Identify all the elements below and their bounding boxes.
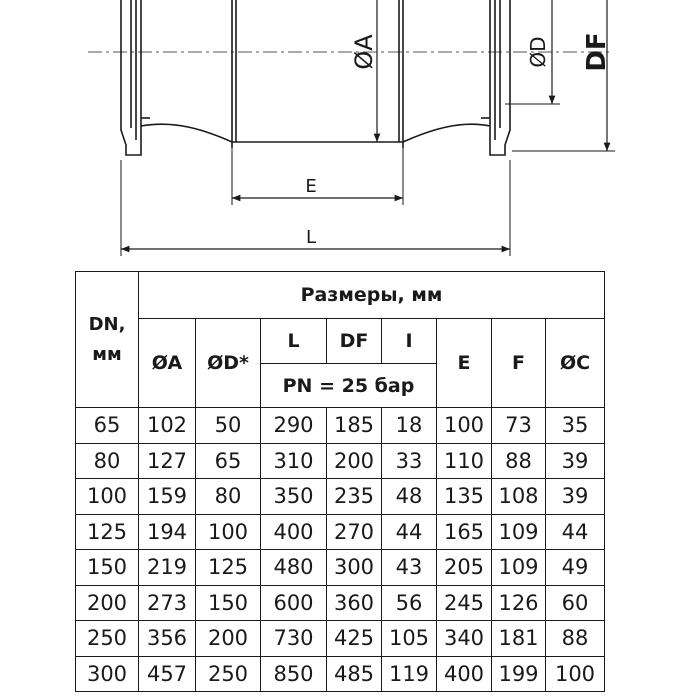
table-cell: 49 [546,550,605,586]
table-cell: 350 [261,479,327,515]
table-row [76,656,605,692]
table-cell: 110 [437,443,492,479]
table-cell: 48 [382,479,437,515]
dn-header [76,272,139,408]
dim-a-label: ØA [350,34,378,70]
table-cell: 80 [76,443,139,479]
table-body [76,408,605,692]
table-cell: 290 [261,408,327,444]
dim-e-label: E [305,176,317,197]
table-cell: 194 [139,514,196,550]
table-cell: 310 [261,443,327,479]
pn-header: PN = 25 бар [261,364,437,408]
table-cell: 200 [196,621,261,657]
table-cell: 35 [546,408,605,444]
dimensions-table [75,271,605,692]
table-cell: 199 [492,656,546,692]
table-cell: 100 [76,479,139,515]
table-cell: 109 [492,514,546,550]
table-cell: 273 [139,585,196,621]
table-cell: 43 [382,550,437,586]
table-cell: 60 [546,585,605,621]
table-cell: 850 [261,656,327,692]
table-cell: 50 [196,408,261,444]
dim-df-label: DF [582,32,612,72]
col-df-header: DF [327,319,382,364]
col-c-header: ØC [546,319,605,408]
table-row [76,621,605,657]
table-cell: 109 [492,550,546,586]
table-cell: 159 [139,479,196,515]
dn-header-line2: мм [92,343,122,365]
table-cell: 600 [261,585,327,621]
table-cell: 44 [546,514,605,550]
table-cell: 730 [261,621,327,657]
col-f-header: F [492,319,546,408]
table-cell: 457 [139,656,196,692]
table-row [76,408,605,444]
table-row [76,585,605,621]
table-cell: 360 [327,585,382,621]
table-row [76,514,605,550]
table-cell: 88 [492,443,546,479]
col-e-header: E [437,319,492,408]
table-cell: 181 [492,621,546,657]
table-cell: 33 [382,443,437,479]
table-cell: 18 [382,408,437,444]
table-cell: 65 [76,408,139,444]
table-cell: 400 [261,514,327,550]
dn-header-line1: DN, [88,313,126,335]
table-row [76,443,605,479]
table-cell: 356 [139,621,196,657]
table-cell: 300 [76,656,139,692]
col-d-header: ØD* [196,319,261,408]
col-l-header: L [261,319,327,364]
table-cell: 250 [196,656,261,692]
table-cell: 125 [76,514,139,550]
table-cell: 165 [437,514,492,550]
table-cell: 300 [327,550,382,586]
table-cell: 56 [382,585,437,621]
table-cell: 80 [196,479,261,515]
table-cell: 105 [382,621,437,657]
table-cell: 100 [546,656,605,692]
table-row [76,479,605,515]
table-cell: 245 [437,585,492,621]
table-cell: 150 [196,585,261,621]
table-cell: 126 [492,585,546,621]
table-cell: 205 [437,550,492,586]
dim-d-label: ØD [526,36,550,68]
header-row-2 [76,319,605,364]
table-cell: 485 [327,656,382,692]
header-row-1 [76,272,605,319]
table-cell: 340 [437,621,492,657]
table-cell: 125 [196,550,261,586]
table-cell: 200 [76,585,139,621]
dimensions-group-header: Размеры, мм [139,272,605,319]
table-cell: 119 [382,656,437,692]
table-cell: 127 [139,443,196,479]
table-cell: 39 [546,479,605,515]
table-cell: 250 [76,621,139,657]
col-i-header: I [382,319,437,364]
table-cell: 102 [139,408,196,444]
table-cell: 65 [196,443,261,479]
table-cell: 270 [327,514,382,550]
table-cell: 200 [327,443,382,479]
table-cell: 219 [139,550,196,586]
left-flange [121,0,141,155]
table-cell: 88 [546,621,605,657]
table-cell: 39 [546,443,605,479]
table-cell: 73 [492,408,546,444]
table-cell: 425 [327,621,382,657]
valve-drawing [0,0,700,268]
table-cell: 150 [76,550,139,586]
col-a-header: ØA [139,319,196,408]
table-row [76,550,605,586]
table-cell: 400 [437,656,492,692]
table-cell: 100 [437,408,492,444]
dim-l-label: L [305,227,317,248]
table-cell: 135 [437,479,492,515]
right-flange [490,0,510,155]
table-cell: 480 [261,550,327,586]
table-cell: 235 [327,479,382,515]
table-cell: 100 [196,514,261,550]
table-cell: 44 [382,514,437,550]
table-cell: 185 [327,408,382,444]
valve-body [141,0,490,148]
table-cell: 108 [492,479,546,515]
